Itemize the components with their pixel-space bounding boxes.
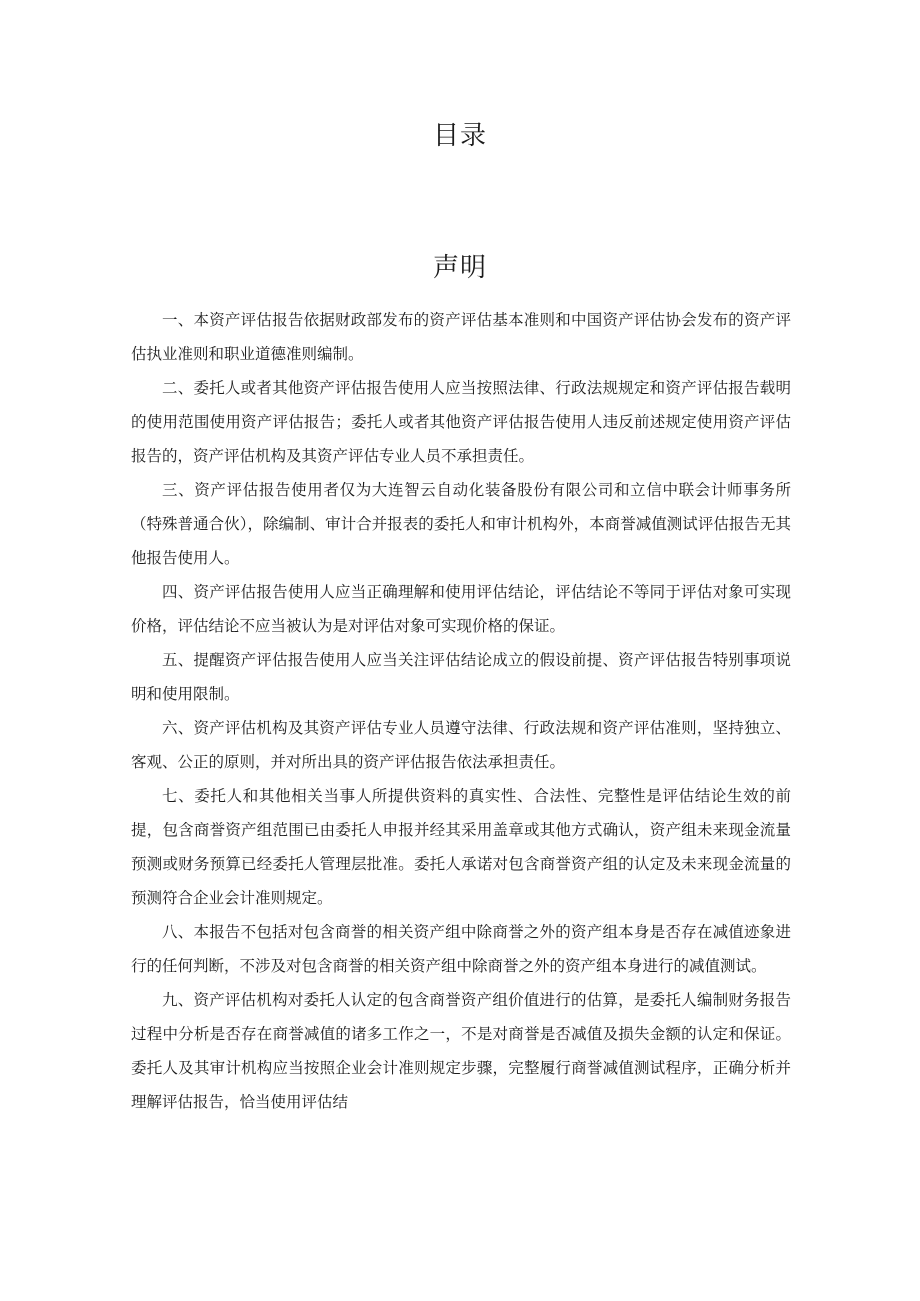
- declaration-paragraph-1: 一、本资产评估报告依据财政部发布的资产评估基本准则和中国资产评估协会发布的资产评估执业准则和职业道德准则编制。: [131, 311, 791, 363]
- section-title: 声明: [432, 253, 487, 283]
- declaration-body: [131, 303, 791, 1119]
- declaration-paragraph-2: 二、委托人或者其他资产评估报告使用人应当按照法律、行政法规规定和资产评估报告载明的使用范围使用资产评估报告；委托人或者其他资产评估报告使用人违反前述规定使用资产评估报告的，资产评估机构及其资产评估专业人员不承担责任。: [131, 379, 791, 465]
- declaration-paragraph-3: 三、资产评估报告使用者仅为大连智云自动化装备股份有限公司和立信中联会计师事务所（特殊普通合伙），除编制、审计合并报表的委托人和审计机构外，本商誉减值测试评估报告无其他报告使用人。: [131, 481, 791, 567]
- declaration-paragraph-4: 四、资产评估报告使用人应当正确理解和使用评估结论，评估结论不等同于评估对象可实现价格，评估结论不应当被认为是对评估对象可实现价格的保证。: [131, 583, 791, 635]
- declaration-paragraph-8: 八、本报告不包括对包含商誉的相关资产组中除商誉之外的资产组本身是否存在减值迹象进行的任何判断，不涉及对包含商誉的相关资产组中除商誉之外的资产组本身进行的减值测试。: [131, 923, 791, 975]
- declaration-paragraph-7: 七、委托人和其他相关当事人所提供资料的真实性、合法性、完整性是评估结论生效的前提，包含商誉资产组范围已由委托人申报并经其采用盖章或其他方式确认，资产组未来现金流量预测或财务预算已经委托人管理层批准。委托人承诺对包含商誉资产组的认定及未来现金流量的预测符合企业会计准则规定。: [131, 787, 791, 907]
- declaration-paragraph-6: 六、资产评估机构及其资产评估专业人员遵守法律、行政法规和资产评估准则，坚持独立、客观、公正的原则，并对所出具的资产评估报告依法承担责任。: [131, 719, 791, 771]
- declaration-paragraph-9: 九、资产评估机构对委托人认定的包含商誉资产组价值进行的估算，是委托人编制财务报告过程中分析是否存在商誉减值的诸多工作之一，不是对商誉是否减值及损失金额的认定和保证。委托人及其审计机构应当按照企业会计准则规定步骤，完整履行商誉减值测试程序，正确分析并理解评估报告，恰当使用评估结: [131, 991, 791, 1111]
- declaration-paragraph-5: 五、提醒资产评估报告使用人应当关注评估结论成立的假设前提、资产评估报告特别事项说明和使用限制。: [131, 651, 791, 703]
- toc-title: 目录: [432, 121, 487, 151]
